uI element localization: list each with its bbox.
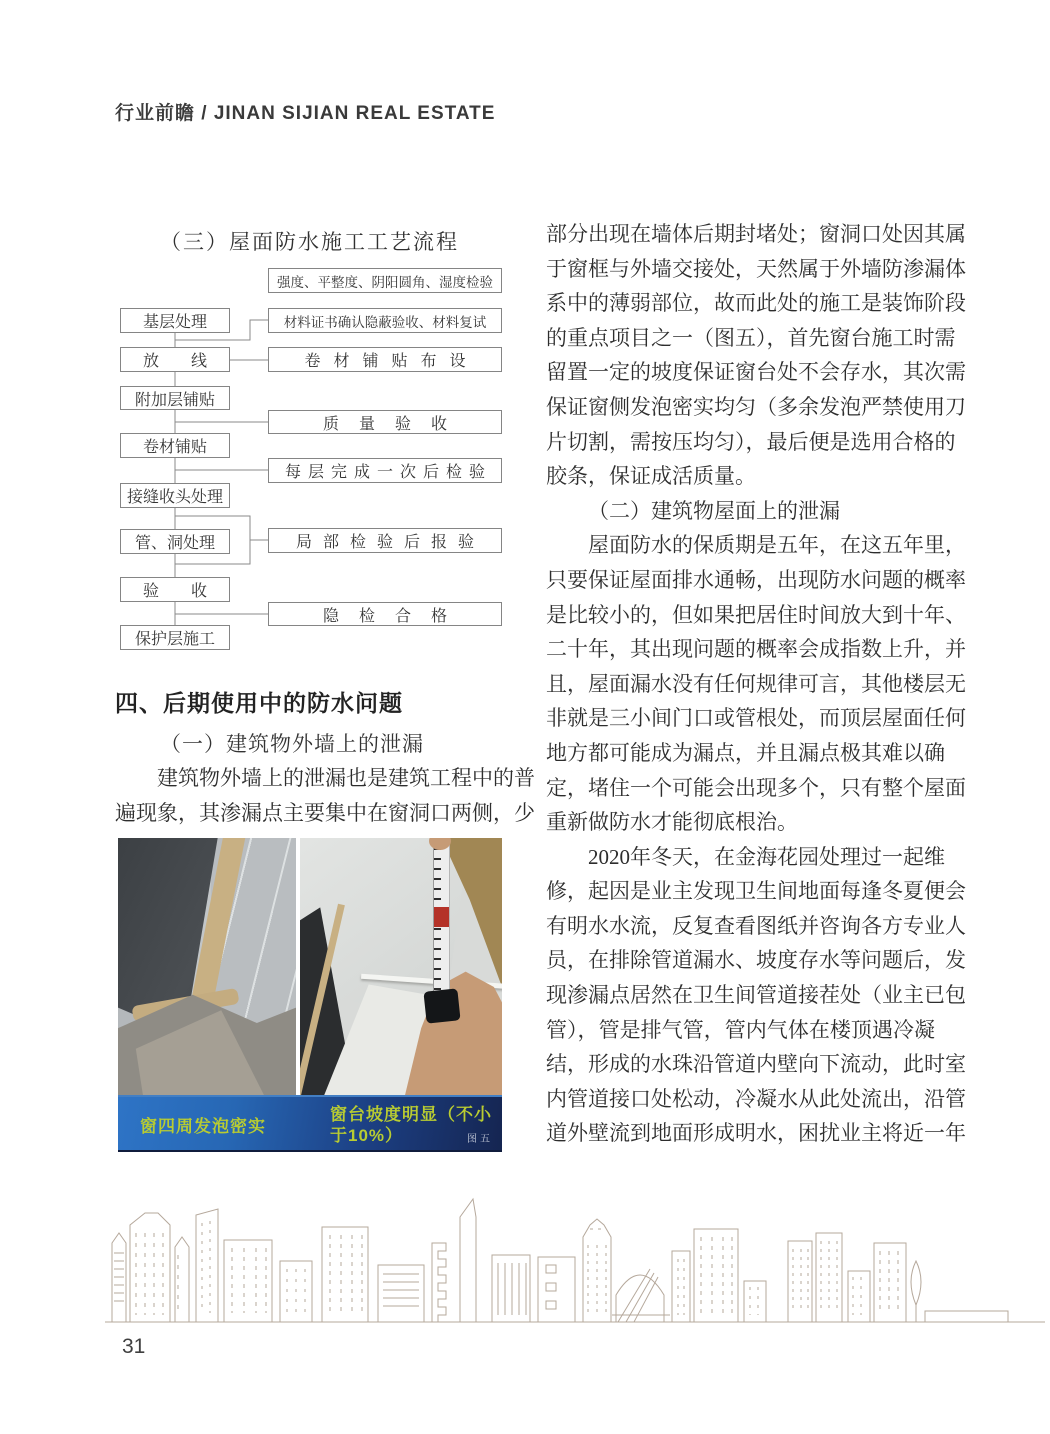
tape-case-shape	[424, 988, 461, 1023]
text-line: 结，形成的水珠沿管道内壁向下流动，此时室	[546, 1052, 966, 1077]
text-line: 是比较小的，但如果把居住时间放大到十年、	[546, 602, 966, 627]
text-line: 2020年冬天，在金海花园处理过一起维	[588, 844, 945, 869]
text-line: 道外壁流到地面形成明水，困扰业主将近一年	[546, 1121, 966, 1146]
flow-step-membrane-laying: 卷材铺贴	[120, 433, 230, 458]
flow-check-strength: 强度、平整度、阴阳圆角、湿度检验	[268, 268, 502, 293]
flow-check-quality: 质量验收	[268, 410, 502, 434]
flow-check-hidden-pass: 隐检合格	[268, 602, 502, 626]
text-line: 现渗漏点居然在卫生间管道接茬处（业主已包	[546, 983, 966, 1008]
text-line: 且，屋面漏水没有任何规律可言，其他楼层无	[546, 671, 966, 696]
text-line: 员，在排除管道漏水、坡度存水等问题后，发	[546, 948, 966, 973]
text-line: 只要保证屋面排水通畅，出现防水问题的概率	[546, 567, 966, 592]
text-line: 地方都可能成为漏点，并且漏点极其难以确	[546, 740, 945, 765]
caption-band	[118, 1095, 502, 1152]
photo-window-foam-seal	[118, 838, 296, 1095]
text-line: 片切割，需按压均匀），最后便是选用合格的	[546, 429, 956, 454]
flow-step-protection-layer: 保护层施工	[120, 625, 230, 650]
text-line: 管），管是排气管，管内气体在楼顶遇冷凝	[546, 1017, 935, 1042]
text-line: 留置一定的坡度保证窗台处不会存水，其次需	[546, 360, 966, 385]
flow-check-each-layer: 每层完成一次后检验	[268, 458, 502, 483]
text-line: 有明水水流，反复查看图纸并咨询各方专业人	[546, 913, 966, 938]
right-column-text	[546, 217, 966, 1151]
flow-step-pipe-hole: 管、洞处理	[120, 529, 230, 554]
caption-right: 窗台坡度明显（不小于10%）	[330, 1105, 492, 1145]
text-line: 非就是三小间门口或管根处，而顶层屋面任何	[546, 706, 966, 731]
measuring-tape-shape	[433, 838, 450, 1010]
text-line: 内管道接口处松动，冷凝水从此处流出，沿管	[546, 1086, 966, 1111]
sub-heading: （一）建筑物外墙上的泄漏	[160, 732, 424, 756]
flow-step-acceptance: 验 收	[120, 577, 230, 602]
text-line: 系中的薄弱部位，故而此处的施工是装饰阶段	[546, 291, 966, 316]
text-line: 建筑物外墙上的泄漏也是建筑工程中的普	[157, 766, 535, 790]
text-line: 部分出现在墙体后期封堵处；窗洞口处因其属	[546, 222, 966, 246]
process-flowchart	[115, 262, 515, 654]
flowchart-title: （三）屋面防水施工工艺流程	[160, 230, 459, 254]
flow-check-certificates: 材料证书确认隐蔽验收、材料复试	[268, 308, 502, 333]
left-column-paragraph	[115, 761, 535, 830]
text-line: 修，起因是业主发现卫生间地面每逢冬夏便会	[546, 879, 966, 904]
flow-step-base-treatment: 基层处理	[120, 308, 230, 333]
text-line: 重新做防水才能彻底根治。	[546, 810, 798, 835]
section-heading: 四、后期使用中的防水问题	[115, 691, 403, 716]
text-line: 二十年，其出现问题的概率会成指数上升，并	[546, 637, 966, 662]
flow-check-local-report: 局部检验后报验	[268, 528, 502, 553]
text-line: 的重点项目之一（图五），首先窗台施工时需	[546, 325, 956, 350]
text-line: 保证窗侧发泡密实均匀（多余发泡严禁使用刀	[546, 394, 966, 419]
text-line: 屋面防水的保质期是五年，在这五年里，	[588, 533, 966, 558]
page-header: 行业前瞻 / JINAN SIJIAN REAL ESTATE	[115, 103, 496, 124]
text-line: （二）建筑物屋面上的泄漏	[588, 498, 840, 523]
photo-sill-slope-measure	[300, 838, 502, 1095]
text-line: 胶条，保证成活质量。	[546, 464, 756, 489]
text-line: 定，堵住一个可能会出现多个，只有整个屋面	[546, 775, 966, 800]
figure-five	[118, 838, 502, 1152]
page-number: 31	[122, 1335, 146, 1358]
text-line: 遍现象，其渗漏点主要集中在窗洞口两侧，少	[115, 800, 535, 825]
flow-check-layout: 卷材铺贴布设	[268, 347, 502, 372]
flow-step-extra-layer: 附加层铺贴	[120, 386, 230, 410]
city-skyline-decoration	[0, 1185, 1050, 1325]
text-line: 于窗框与外墙交接处，天然属于外墙防渗漏体	[546, 256, 966, 281]
flow-step-setting-out: 放 线	[120, 347, 230, 372]
caption-left: 窗四周发泡密实	[140, 1117, 266, 1136]
figure-number-label: 图五	[467, 1134, 493, 1145]
flow-step-seam-treatment: 接缝收头处理	[120, 483, 230, 508]
